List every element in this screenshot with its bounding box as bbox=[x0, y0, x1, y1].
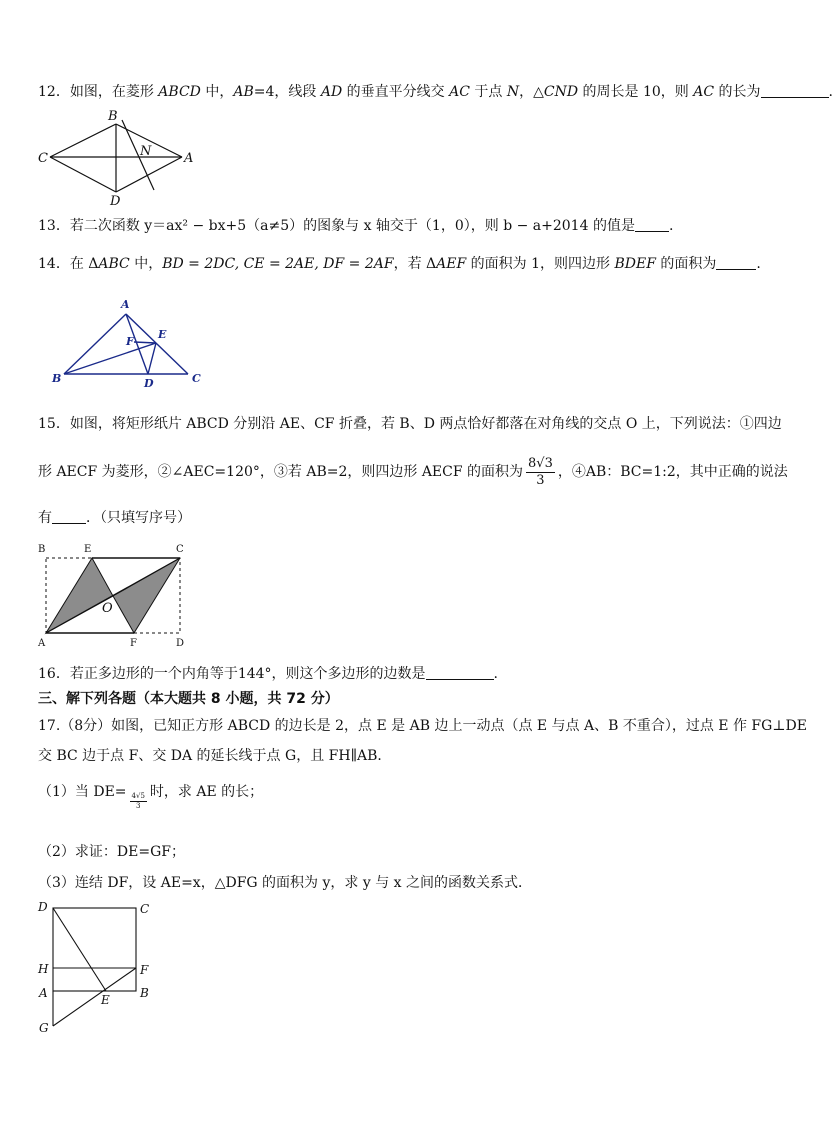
answer-blank-13[interactable] bbox=[635, 217, 669, 232]
fraction-area: $\frac{8√3}{3}$ bbox=[528, 455, 553, 488]
question-15-line-1: 15．如图，将矩形纸片 ABCD 分别沿 AE、CF 折叠，若 B、D 两点恰好都落在对角线的交点 O 上，下列说法：①四边 bbox=[38, 416, 782, 432]
label-f: F bbox=[130, 638, 137, 649]
segment-de bbox=[53, 908, 106, 991]
label-f: F bbox=[126, 335, 134, 348]
rhombus-side-ad bbox=[116, 157, 182, 192]
triangle-side-ba bbox=[64, 314, 126, 374]
square-abcd bbox=[53, 908, 136, 991]
answer-blank-15[interactable] bbox=[52, 509, 86, 524]
answer-blank-16[interactable] bbox=[426, 665, 494, 680]
label-b: B bbox=[108, 109, 118, 124]
folded-triangle-left bbox=[46, 558, 113, 633]
question-15-line-3: 有 ．（只填写序号） bbox=[38, 510, 191, 526]
label-f: F bbox=[140, 963, 149, 977]
label-b: B bbox=[38, 544, 46, 555]
label-c: C bbox=[38, 151, 48, 166]
question-15-line-2: 形 AECF 为菱形，②∠AEC=120°，③若 AB=2，则四边形 AECF 的面积为 $\frac{8√3}{3}$ ，④AB：BC=1:2，其中正确的说法 bbox=[38, 455, 788, 488]
fraction-de: $\frac{4√5}{3}$ bbox=[131, 792, 145, 810]
label-h: H bbox=[38, 962, 49, 976]
label-d: D bbox=[176, 638, 185, 649]
rhombus-figure bbox=[36, 104, 196, 210]
triangle-side-ac bbox=[126, 314, 188, 374]
label-a: A bbox=[38, 638, 46, 649]
label-b: B bbox=[140, 986, 149, 1000]
question-13-text: 13．若二次函数 y＝ax² − bx+5（a≠5）的图象与 x 轴交于（1，0），则 b − a+2014 的值是 . bbox=[38, 218, 674, 234]
label-e: E bbox=[101, 993, 110, 1007]
question-14-text: 14．在 ΔABC 中，BD = 2DC, CE = 2AE, DF = 2AF，若 ΔAEF 的面积为 1，则四边形 BDEF 的面积为 . bbox=[38, 256, 761, 272]
square-figure bbox=[34, 896, 164, 1040]
folded-rectangle-figure bbox=[34, 540, 194, 652]
rhombus-side-cb bbox=[50, 124, 116, 157]
segment-fe bbox=[134, 342, 156, 343]
folded-triangle-right bbox=[113, 558, 180, 633]
label-e: E bbox=[84, 544, 92, 555]
question-17-line-1: 17.（8分）如图，已知正方形 ABCD 的边长是 2，点 E 是 AB 边上一动点（点 E 与点 A、B 不重合），过点 E 作 FG⊥DE bbox=[38, 718, 807, 734]
answer-blank-12[interactable] bbox=[761, 83, 829, 98]
label-d: D bbox=[110, 194, 121, 209]
question-17-part-2: （2）求证：DE=GF； bbox=[38, 844, 185, 860]
label-a: A bbox=[184, 151, 194, 166]
section-heading: 三、解下列各题（本大题共 8 小题，共 72 分） bbox=[38, 691, 339, 707]
label-c: C bbox=[176, 544, 184, 555]
question-17-line-2: 交 BC 边于点 F、交 DA 的延长线于点 G，且 FH∥AB． bbox=[38, 748, 392, 764]
diagonal-ac bbox=[46, 558, 180, 633]
rhombus-side-dc bbox=[50, 157, 116, 192]
answer-blank-14[interactable] bbox=[716, 255, 756, 270]
triangle-figure bbox=[50, 296, 210, 388]
label-n: N bbox=[140, 144, 152, 159]
label-c: C bbox=[192, 372, 201, 385]
question-17-part-1: （1）当 DE= $\frac{4√5}{3}$ 时，求 AE 的长； bbox=[38, 784, 264, 810]
label-b: B bbox=[52, 372, 62, 385]
segment-ed bbox=[148, 343, 156, 374]
label-a: A bbox=[39, 986, 48, 1000]
label-c: C bbox=[140, 902, 150, 916]
label-g: G bbox=[39, 1021, 49, 1035]
label-a: A bbox=[121, 298, 130, 311]
question-17-part-3: （3）连结 DF，设 AE=x，△DFG 的面积为 y，求 y 与 x 之间的函数关系式． bbox=[38, 875, 533, 891]
question-16-text: 16．若正多边形的一个内角等于144°，则这个多边形的边数是 . bbox=[38, 666, 498, 682]
label-e: E bbox=[158, 328, 167, 341]
question-12-text: 12．如图，在菱形 ABCD 中，AB=4，线段 AD 的垂直平分线交 AC 于点 N，△CND 的周长是 10，则 AC 的长为 . bbox=[38, 84, 833, 100]
label-o: O bbox=[102, 601, 113, 616]
label-d: D bbox=[144, 377, 154, 390]
label-d: D bbox=[38, 900, 48, 914]
segment-gf bbox=[53, 968, 136, 1026]
